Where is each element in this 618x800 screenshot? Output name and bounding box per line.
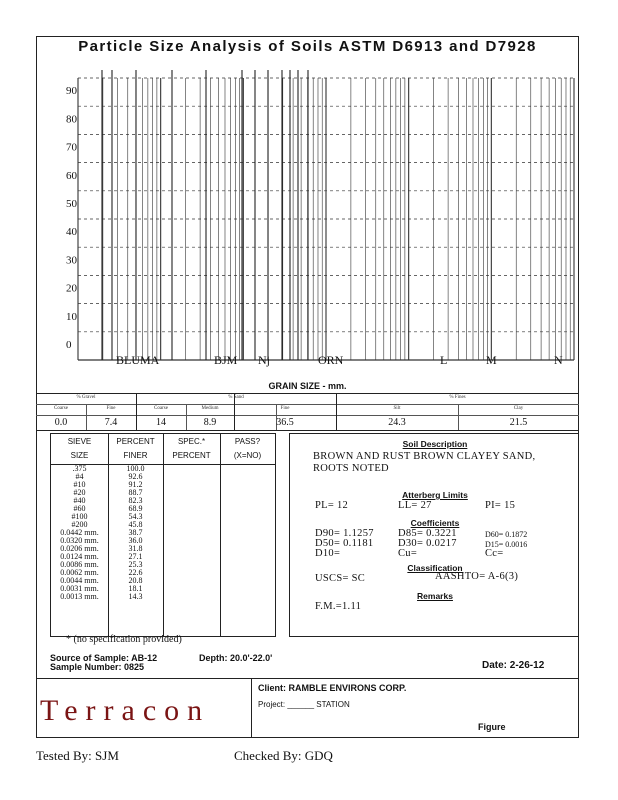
percent-finer-cell: 14.3 bbox=[128, 592, 143, 601]
report-title: Particle Size Analysis of Soils ASTM D6913 and D7928 bbox=[78, 38, 537, 55]
pass-head: PASS? bbox=[234, 437, 261, 446]
sieve-size-cell: #4 bbox=[75, 472, 84, 481]
fine-gravel-value: 7.4 bbox=[104, 417, 118, 428]
figure-label: Figure bbox=[478, 722, 506, 732]
cc: Cc= bbox=[485, 548, 504, 559]
y-tick-label: 20 bbox=[66, 282, 77, 295]
percent-finer-cell: 22.6 bbox=[128, 568, 143, 577]
coarse-sand-value: 14 bbox=[156, 417, 166, 428]
medium-sand-value: 8.9 bbox=[203, 417, 217, 428]
spec-head: SPEC.* bbox=[177, 437, 206, 446]
y-tick-label: 90 bbox=[66, 85, 77, 98]
y-tick-label: 40 bbox=[66, 226, 77, 239]
sieve-size-cell: #20 bbox=[73, 488, 86, 497]
sieve-size-cell: .375 bbox=[72, 464, 87, 473]
percent-finer-cell: 31.8 bbox=[128, 544, 143, 553]
percent-finer-cell: 68.9 bbox=[128, 504, 143, 513]
aashto-class: AASHTO= A-6(3) bbox=[435, 571, 519, 582]
spec-note: * (no specification provided) bbox=[66, 634, 182, 645]
sieve-size-cell: 0.0031 mm. bbox=[60, 584, 99, 593]
coarse-sand-head: Coarse bbox=[154, 406, 168, 411]
sieve-size-cell: 0.0044 mm. bbox=[60, 576, 99, 585]
finer-head: FINER bbox=[123, 451, 148, 460]
d15: D15= 0.0016 bbox=[485, 540, 528, 549]
percent-finer-cell: 88.7 bbox=[128, 488, 143, 497]
tested-by: Tested By: SJM bbox=[36, 748, 119, 763]
y-tick-label: 10 bbox=[66, 310, 77, 323]
percent-finer-cell: 36.0 bbox=[128, 536, 143, 545]
silt-value: 24.3 bbox=[388, 417, 406, 428]
grain-size-chart bbox=[36, 60, 579, 380]
percent-finer-cell: 92.6 bbox=[128, 472, 143, 481]
project-name: Project: ______ STATION bbox=[258, 700, 350, 709]
fine-gravel-head: Fine bbox=[106, 406, 116, 411]
sample-depth: Depth: 20.0'-22.0' bbox=[199, 653, 273, 663]
sieve-size-cell: #10 bbox=[73, 480, 86, 489]
silt-head: Silt bbox=[393, 406, 401, 411]
percent-finer-cell: 45.8 bbox=[128, 520, 143, 529]
fines-head: % Fines bbox=[449, 395, 466, 400]
percent-finer-cell: 18.1 bbox=[128, 584, 143, 593]
uscs-class: USCS= SC bbox=[315, 573, 366, 584]
company-logo: Terracon bbox=[40, 694, 211, 727]
spec-percent-head: PERCENT bbox=[172, 451, 211, 460]
sieve-size-cell: 0.0013 mm. bbox=[60, 592, 99, 601]
pass-note-head: (X=NO) bbox=[233, 451, 262, 460]
sieve-size-cell: #60 bbox=[73, 504, 86, 513]
x-tick-label: ORN bbox=[318, 353, 344, 367]
y-tick-label: 0 bbox=[66, 339, 72, 351]
percent-finer-cell: 54.3 bbox=[128, 512, 143, 521]
y-tick-label: 50 bbox=[66, 198, 77, 210]
x-axis-label: GRAIN SIZE - mm. bbox=[268, 381, 347, 391]
y-tick-label: 70 bbox=[66, 141, 77, 154]
sieve-head: SIEVE bbox=[67, 437, 92, 446]
soil-description: BROWN AND RUST BROWN CLAYEY SAND, ROOTS NOTED bbox=[313, 451, 536, 474]
x-tick-label: BJM bbox=[214, 353, 238, 367]
percent-finer-cell: 20.8 bbox=[128, 576, 143, 585]
sample-source: Source of Sample: AB-12 bbox=[50, 653, 158, 663]
sample-number: Sample Number: 0825 bbox=[50, 662, 145, 672]
fine-sand-value: 36.5 bbox=[276, 417, 294, 428]
checked-by: Checked By: GDQ bbox=[234, 748, 333, 763]
remarks: F.M.=1.11 bbox=[315, 601, 362, 612]
remarks-head: Remarks bbox=[417, 591, 453, 601]
fraction-table bbox=[36, 393, 579, 431]
coefficients-head: Coefficients bbox=[410, 518, 460, 528]
sieve-table bbox=[50, 433, 276, 637]
x-tick-label: BLUMA bbox=[116, 353, 160, 367]
clay-head: Clay bbox=[513, 406, 524, 411]
percent-head: PERCENT bbox=[116, 437, 155, 446]
soil-description-box bbox=[289, 433, 579, 637]
medium-sand-head: Medium bbox=[201, 406, 219, 411]
report-date: Date: 2-26-12 bbox=[482, 660, 545, 671]
percent-finer-column bbox=[108, 465, 163, 601]
fine-sand-head: Fine bbox=[280, 406, 290, 411]
sieve-size-cell: 0.0320 mm. bbox=[60, 536, 99, 545]
classification-head: Classification bbox=[407, 563, 463, 573]
sieve-size-cell: #200 bbox=[71, 520, 88, 529]
soil-description-head: Soil Description bbox=[402, 439, 468, 449]
coarse-gravel-head: Coarse bbox=[54, 406, 68, 411]
gravel-head: % Gravel bbox=[76, 395, 96, 400]
d10: D10= bbox=[315, 548, 341, 559]
sieve-size-cell: 0.0086 mm. bbox=[60, 560, 99, 569]
size-head: SIZE bbox=[70, 451, 89, 460]
percent-finer-cell: 25.3 bbox=[128, 560, 143, 569]
y-tick-label: 80 bbox=[66, 113, 77, 126]
sieve-size-cell: #100 bbox=[71, 512, 88, 521]
percent-finer-cell: 38.7 bbox=[128, 528, 143, 537]
d90: D90= 1.1257 bbox=[315, 528, 374, 539]
coarse-gravel-value: 0.0 bbox=[54, 417, 68, 428]
y-tick-label: 30 bbox=[66, 254, 77, 267]
sieve-size-cell: #40 bbox=[73, 496, 86, 505]
liquid-limit: LL= 27 bbox=[398, 500, 432, 511]
clay-value: 21.5 bbox=[509, 417, 528, 428]
percent-finer-cell: 82.3 bbox=[128, 496, 143, 505]
x-tick-label: N bbox=[554, 353, 563, 367]
x-tick-label: M bbox=[486, 353, 497, 367]
d85: D85= 0.3221 bbox=[398, 528, 457, 539]
x-tick-label: L bbox=[440, 353, 448, 367]
d30: D30= 0.0217 bbox=[398, 538, 457, 549]
x-tick-label: Nj bbox=[258, 353, 270, 367]
sand-head: % Sand bbox=[228, 395, 244, 400]
client-name: Client: RAMBLE ENVIRONS CORP. bbox=[258, 683, 407, 693]
y-tick-label: 60 bbox=[66, 169, 77, 182]
percent-finer-cell: 91.2 bbox=[128, 480, 143, 489]
sieve-size-cell: 0.0442 mm. bbox=[60, 528, 99, 537]
d60: D60= 0.1872 bbox=[485, 530, 528, 539]
plastic-limit: PL= 12 bbox=[315, 500, 349, 511]
percent-finer-cell: 27.1 bbox=[128, 552, 143, 561]
sieve-size-column bbox=[51, 465, 108, 601]
sieve-size-cell: 0.0062 mm. bbox=[60, 568, 99, 577]
atterberg-head: Atterberg Limits bbox=[402, 490, 468, 500]
d50: D50= 0.1181 bbox=[315, 538, 374, 549]
sieve-size-cell: 0.0124 mm. bbox=[60, 552, 99, 561]
percent-finer-cell: 100.0 bbox=[126, 464, 145, 473]
cu: Cu= bbox=[398, 548, 418, 559]
sieve-size-cell: 0.0206 mm. bbox=[60, 544, 99, 553]
plasticity-index: PI= 15 bbox=[485, 500, 516, 511]
